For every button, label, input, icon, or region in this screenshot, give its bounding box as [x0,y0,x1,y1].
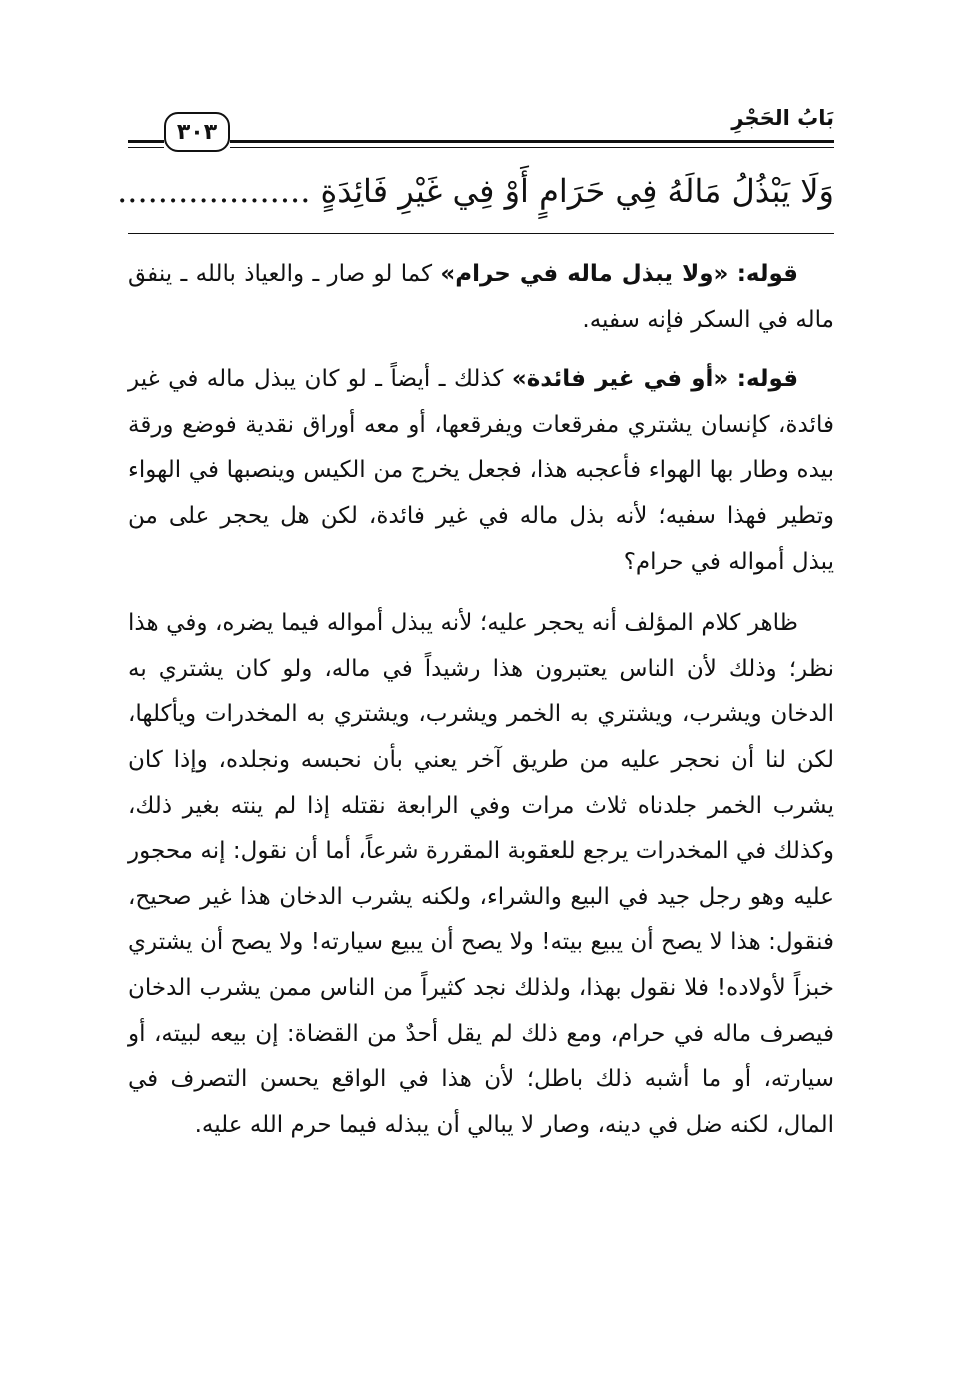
paragraph [128,601,834,1148]
paragraph-text: كذلك ـ أيضاً ـ لو كان يبذل ماله في غير فائدة، كإنسان يشتري مفرقعات ويفرقعها، أو معه أوراق نقدية فوضع ورقة بيده وطار بها الهواء فأعجبه هذا، فجعل يخرج من الكيس وينصبها في الهواء وتطير فهذا سفيه؛ لأنه بذل ماله في غير فائدة، لكن هل يحجر على من يبذل أمواله في حرام؟ [128,366,834,575]
quoted-matn: «ولا يبذل ماله في حرام» [440,261,729,287]
paragraph [128,357,834,585]
page-number: ٣٠٣ [164,112,230,152]
paragraph-text: كما لو صار ـ والعياذ بالله ـ ينفق ماله في السكر فإنه سفيه. [128,261,834,333]
qawluh-label: قوله: [736,366,799,393]
chapter-title: بَابُ الحَجْرِ [731,106,834,130]
qawluh-label: قوله: [736,261,798,287]
paragraph-text: ظاهر كلام المؤلف أنه يحجر عليه؛ لأنه يبذل أمواله فيما يضره، وفي هذا نظر؛ وذلك لأن الناس يعتبرون هذا رشيداً في ماله، ولو كان يشتري به الدخان ويشرب، ويشتري به الخمر ويشرب، ويشتري به المخدرات ويأكلها، لكن لنا أن نحجر عليه من طريق آخر يعني بأن نحبسه ونجلده، وإذا كان يشرب الخمر جلدناه ثلاث مرات وفي الرابعة نقتله إذا لم ينته بغير ذلك، وكذلك في المخدرات يرجع للعقوبة المقررة شرعاً، أما أن نقول: إنه محجور عليه وهو رجل جيد في البيع والشراء، ولكنه يشرب الدخان هذا غير صحيح، فنقول: هذا لا يصح أن يبيع بيته! ولا يصح أن يبيع سيارته! ولا يصح أن يشتري خبزاً لأولاده! فلا نقول بهذا، ولذلك نجد كثيراً من الناس ممن يشرب الدخان فيصرف ماله في حرام، ومع ذلك لم يقل أحدٌ من القضاة: إن بيعه لبيته، أو سيارته، أو ما أشبه ذلك باطل؛ لأن هذا في الواقع يحسن التصرف في المال، لكنه ضل في دينه، وصار لا يبالي أن يبذله فيما حرم الله عليه. [128,610,834,1138]
matn-text: وَلَا يَبْذُلُ مَالَهُ فِي حَرَامٍ أَوْ فِي غَيْرِ فَائِدَةٍ ................... [117,172,834,210]
header-rule [230,140,834,148]
quoted-matn: «أو في غير فائدة» [511,366,729,393]
page-header [128,104,834,160]
matn-divider [128,233,834,234]
commentary-body [128,252,834,1162]
header-rule-left [128,140,164,148]
paragraph [128,252,834,343]
